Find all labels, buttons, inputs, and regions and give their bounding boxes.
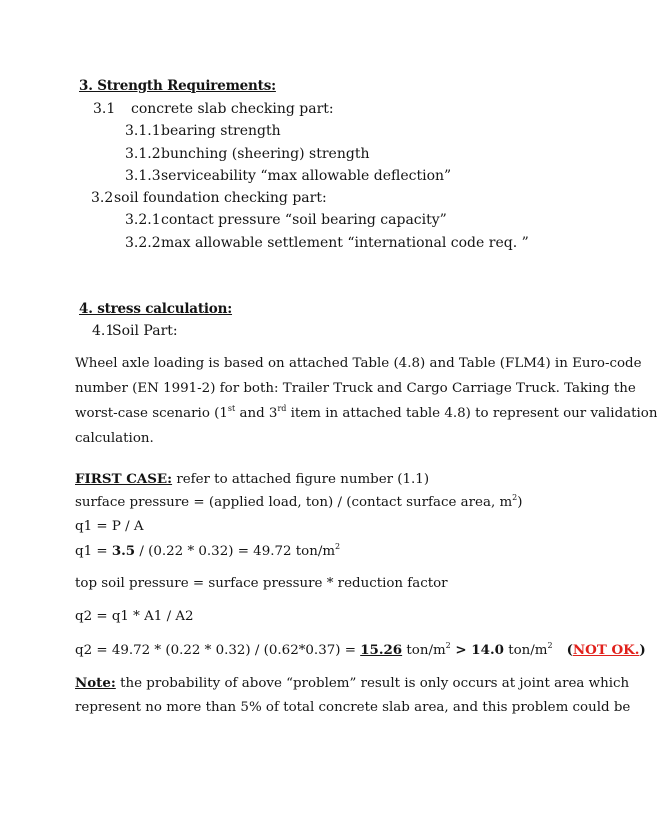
item-3-2-2 [125,234,529,252]
text-run: the probability of above “problem” result is only occurs at joint area which [115,676,630,691]
superscript: 2 [445,640,451,650]
text-run: ( [566,642,573,658]
text-run: item in attached table 4.8) to represent our validation [286,406,657,421]
item-number: 3.1 [93,101,116,117]
item-text: bearing strength [161,123,281,139]
applied-load-value: 3.5 [111,543,136,559]
item-4-1 [92,322,178,340]
item-text: contact pressure “soil bearing capacity” [161,212,447,228]
superscript: 2 [547,640,553,650]
item-number: 4.1 [92,323,115,339]
item-text: concrete slab checking part: [131,101,334,117]
paragraph-line-4: calculation. [75,431,154,446]
item-3-1 [93,100,334,118]
item-number: 3.2.1 [125,212,161,228]
item-text: serviceability “max allowable deflection” [161,168,452,184]
item-text: max allowable settlement “international code req. ” [161,235,529,251]
text-run: ton/m [503,643,548,658]
item-number: 3.2.2 [125,235,161,251]
text-run: worst-case scenario (1 [75,406,228,421]
q2-definition: q2 = q1 * A1 / A2 [75,609,194,624]
text-run: ) [517,495,523,510]
item-number: 3.1.3 [125,168,161,184]
paragraph-line-1: Wheel axle loading is based on attached Table (4.8) and Table (FLM4) in Euro-code [75,356,642,371]
item-3-1-2 [125,145,369,163]
note-line-2: represent no more than 5% of total concrete slab area, and this problem could be [75,700,631,715]
item-number: 3.1.1 [125,123,161,139]
q1-definition: q1 = P / A [75,519,144,534]
superscript: 2 [335,541,341,551]
text-run: q1 = [75,544,112,559]
q2-calculation [75,641,646,660]
item-3-2 [91,189,327,207]
text-run: q2 = 49.72 * (0.22 * 0.32) / (0.62*0.37) = [75,643,361,658]
top-soil-formula: top soil pressure = surface pressure * reduction factor [75,576,448,591]
item-text: bunching (sheering) strength [161,146,370,162]
q2-result-value: 15.26 [360,642,403,658]
first-case-text: refer to attached figure number (1.1) [172,472,430,487]
note-line-1 [75,674,630,693]
surface-pressure-formula [75,494,523,512]
item-text: soil foundation checking part: [114,190,327,206]
paragraph-line-2: number (EN 1991-2) for both: Trailer Truck and Cargo Carriage Truck. Taking the [75,381,636,396]
item-3-2-1 [125,211,447,229]
q1-calculation [75,542,340,561]
text-run: ) [639,642,646,658]
text-run: / (0.22 * 0.32) = 49.72 ton/m [135,544,336,559]
text-run: ton/m [402,643,446,658]
first-case-label: FIRST CASE: [75,471,173,487]
item-number: 3.1.2 [125,146,161,162]
superscript: 2 [512,492,518,502]
note-label: Note: [75,675,116,691]
section-4-heading: 4. stress calculation: [79,301,233,317]
superscript: st [227,403,236,413]
item-3-1-1 [125,122,281,140]
text-run: and 3 [235,406,278,421]
verdict-not-ok: NOT OK. [572,642,640,658]
superscript: rd [277,403,287,413]
text-run: surface pressure = (applied load, ton) / (contact surface area, m [75,495,513,510]
item-3-1-3 [125,167,451,185]
allowable-limit-value: > 14.0 [450,642,504,658]
item-text: Soil Part: [112,323,178,339]
item-number: 3.2 [91,190,114,206]
section-3-heading: 3. Strength Requirements: [79,78,276,94]
paragraph-line-3 [75,403,657,423]
first-case-line [75,470,429,489]
